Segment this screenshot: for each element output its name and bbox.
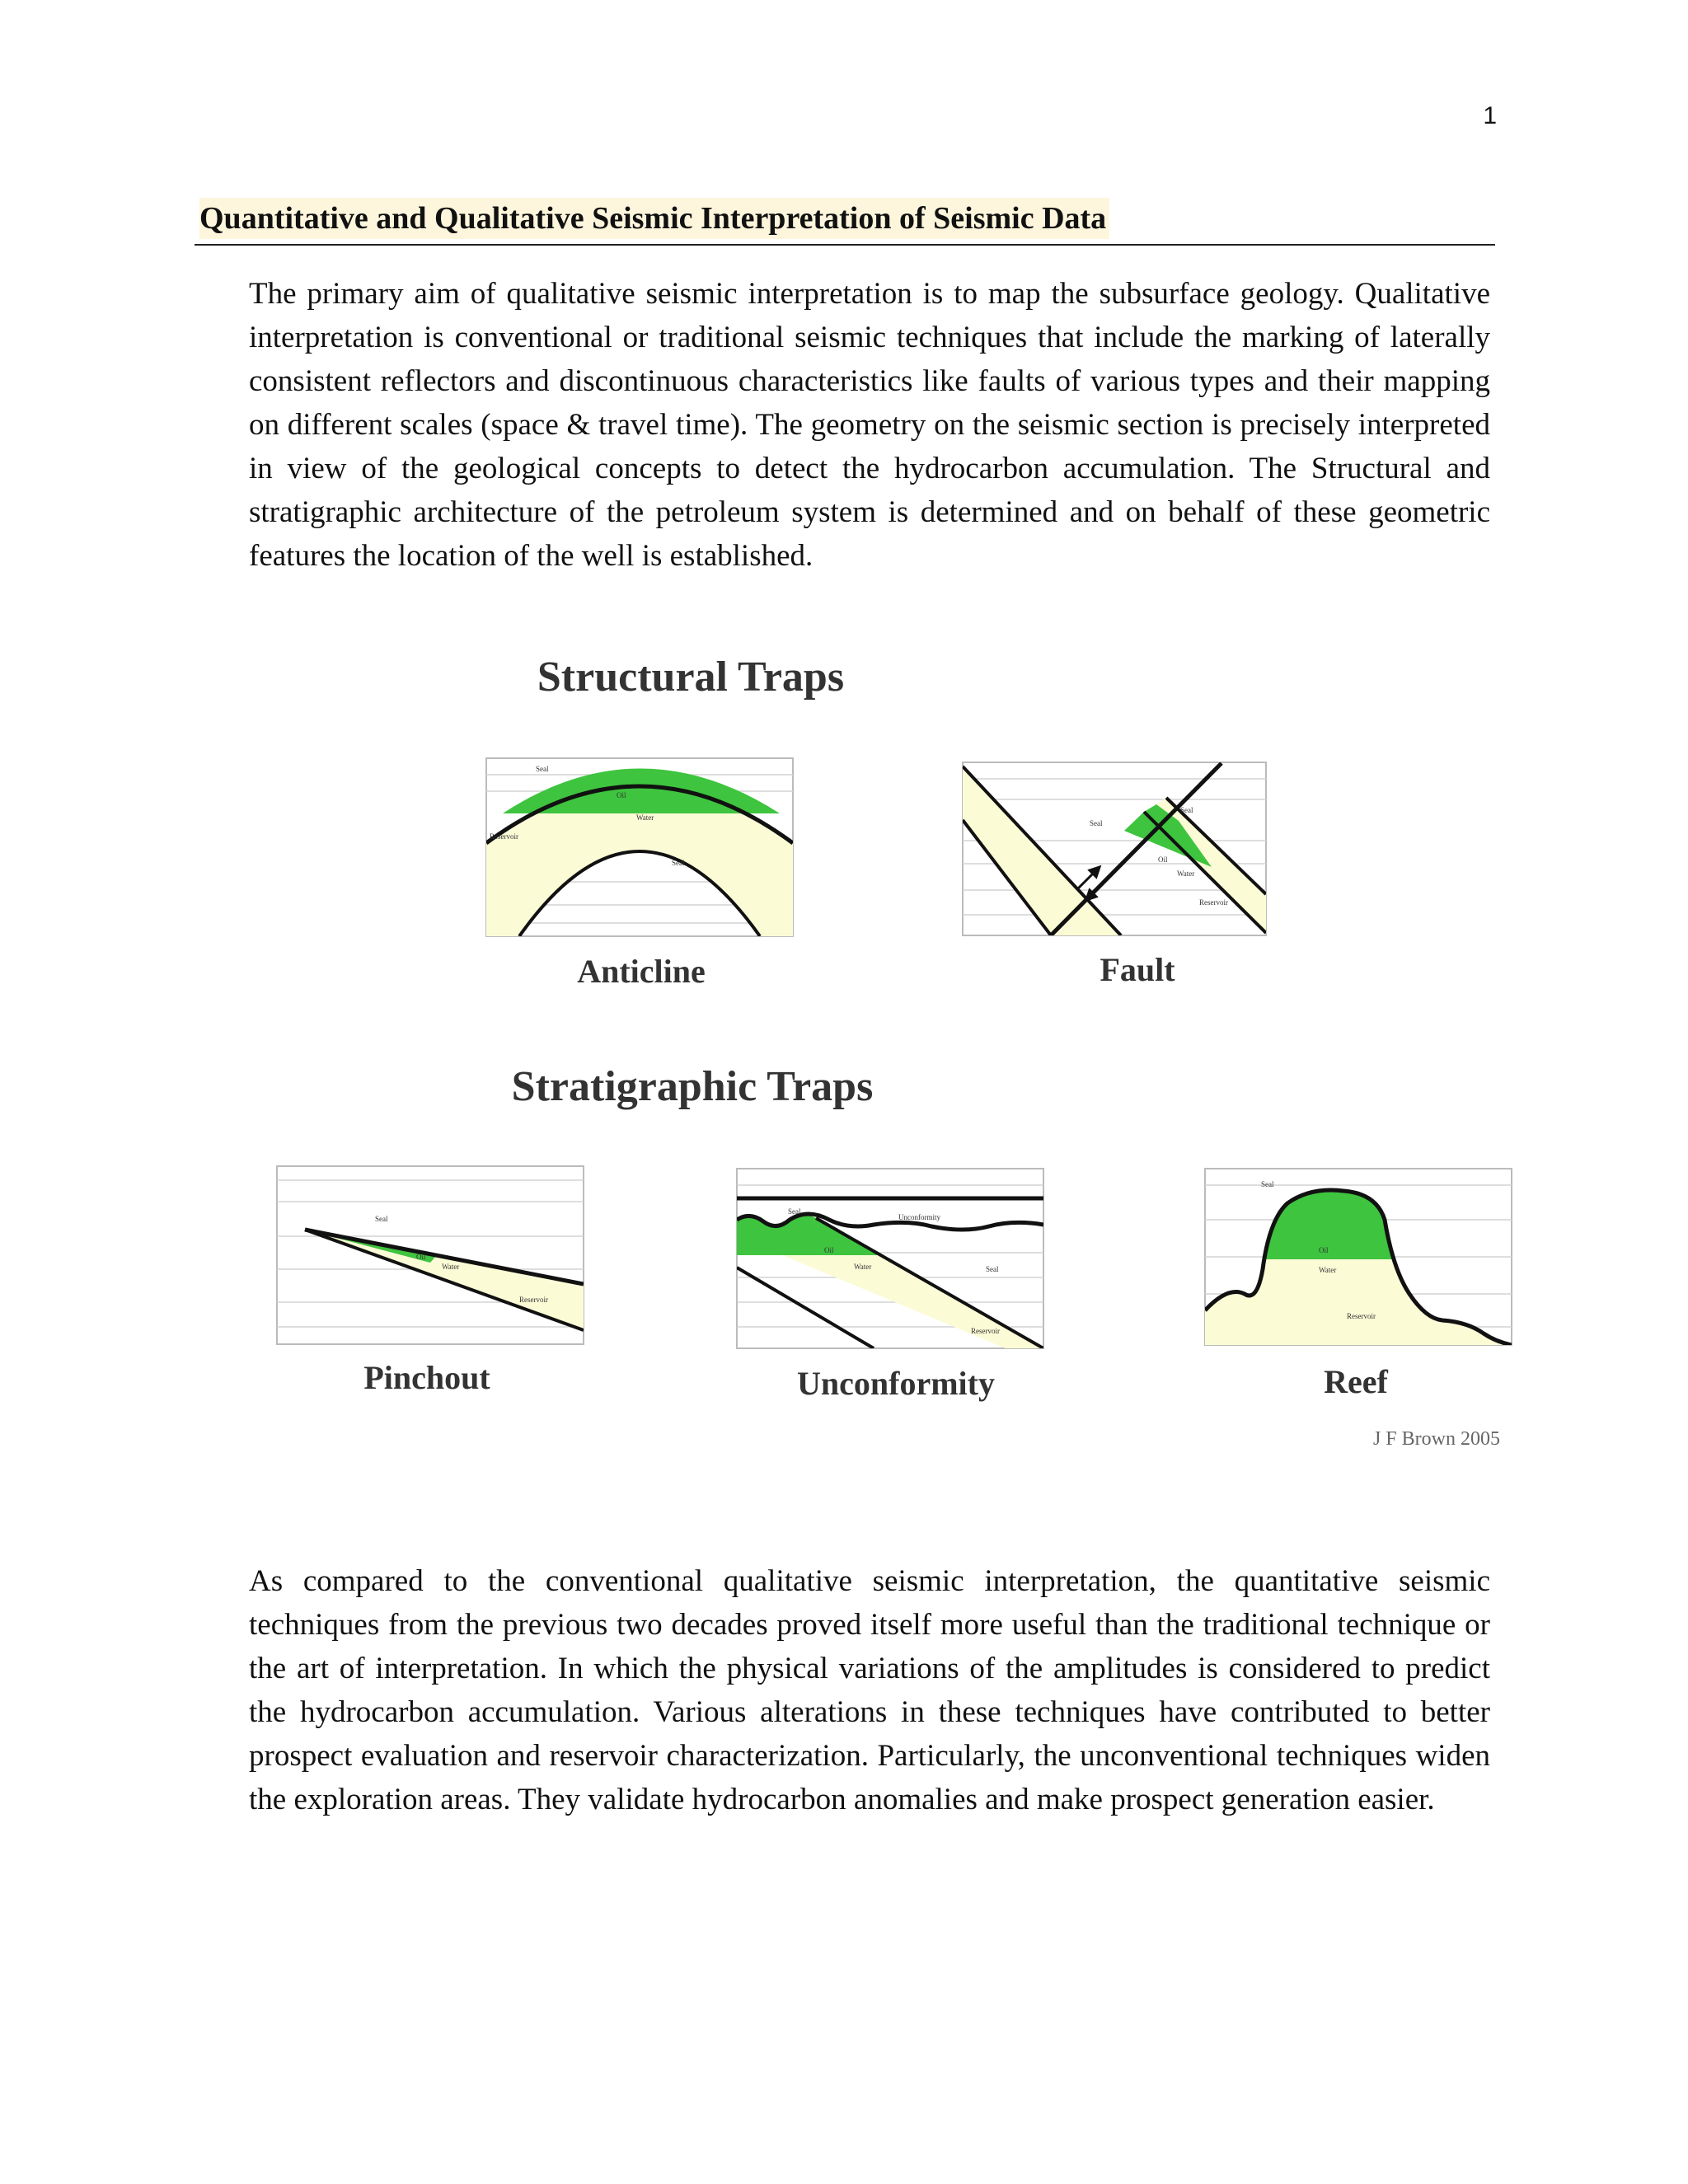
reef-oil-label: Oil	[1319, 1246, 1329, 1254]
figure-credit: J F Brown 2005	[1372, 1428, 1500, 1450]
anticline-seal-label: Seal	[536, 765, 549, 773]
paragraph-qualitative: The primary aim of qualitative seismic interpretation is to map the subsurface geology. Qualitative interpretation is conventional or traditional seismic techniques that include the marking of laterally consistent reflectors and discontinuous characteristics like faults of various types and their mapping on different scales (space & travel time). The geometry on the seismic section is precisely interpreted in view of the geological concepts to detect the hydrocarbon accumulation. The Structural and stratigraphic architecture of the petroleum system is determined and on behalf of these geometric features the location of the well is established.	[249, 277, 1490, 573]
unconformity-diagram	[737, 1169, 1043, 1402]
anticline-diagram	[486, 758, 793, 990]
reef-water-label: Water	[1319, 1266, 1337, 1274]
fault-caption: Fault	[1100, 951, 1175, 988]
petroleum-traps-figure	[247, 643, 1533, 1467]
pinchout-water-label: Water	[442, 1263, 460, 1271]
unconformity-caption: Unconformity	[797, 1365, 995, 1402]
fault-water-label: Water	[1177, 869, 1195, 878]
reef-caption: Reef	[1324, 1363, 1388, 1400]
fault-diagram	[963, 762, 1266, 988]
unconformity-label: Unconformity	[898, 1213, 940, 1221]
unconformity-water-label: Water	[854, 1263, 872, 1271]
pinchout-seal-label: Seal	[375, 1215, 388, 1223]
anticline-reservoir-label: Reservoir	[490, 832, 518, 841]
stratigraphic-traps-heading: Stratigraphic Traps	[511, 1063, 874, 1110]
fault-seal-left-label: Seal	[1090, 819, 1103, 827]
anticline-oil-label: Oil	[617, 791, 626, 799]
reef-seal-label: Seal	[1261, 1180, 1274, 1188]
title-underline	[195, 244, 1495, 246]
unconformity-reservoir-label: Reservoir	[971, 1327, 1000, 1335]
anticline-lower-seal-label: Seal	[672, 859, 685, 867]
fault-reservoir-label: Reservoir	[1199, 898, 1228, 907]
unconformity-seal-right-label: Seal	[986, 1265, 999, 1273]
anticline-water-label: Water	[636, 813, 654, 822]
pinchout-diagram	[277, 1166, 584, 1396]
fault-seal-top-label: Seal	[1180, 806, 1193, 814]
paragraph-quantitative: As compared to the conventional qualitative seismic interpretation, the quantitative seismic techniques from the previous two decades proved itself more useful than the traditional technique or the art of interpretation. In which the physical variations of the amplitudes is considered to predict the hydrocarbon accumulation. Various alterations in these techniques have contributed to better prospect evaluation and reservoir characterization. Particularly, the unconventional techniques widen the exploration areas. They validate hydrocarbon anomalies and make prospect generation easier.	[249, 1564, 1490, 1816]
unconformity-seal-top-label: Seal	[788, 1207, 801, 1216]
anticline-caption: Anticline	[577, 953, 706, 990]
unconformity-oil-label: Oil	[824, 1246, 834, 1254]
page-number: 1	[1483, 102, 1497, 129]
reef-diagram	[1205, 1169, 1512, 1400]
pinchout-reservoir-label: Reservoir	[519, 1296, 548, 1304]
pinchout-caption: Pinchout	[363, 1359, 490, 1396]
document-title: Quantitative and Qualitative Seismic Interpretation of Seismic Data	[199, 198, 1109, 239]
pinchout-oil-label: Oil	[416, 1253, 426, 1261]
fault-oil-label: Oil	[1158, 855, 1168, 864]
reef-reservoir-label: Reservoir	[1347, 1312, 1376, 1320]
structural-traps-heading: Structural Traps	[537, 654, 845, 701]
